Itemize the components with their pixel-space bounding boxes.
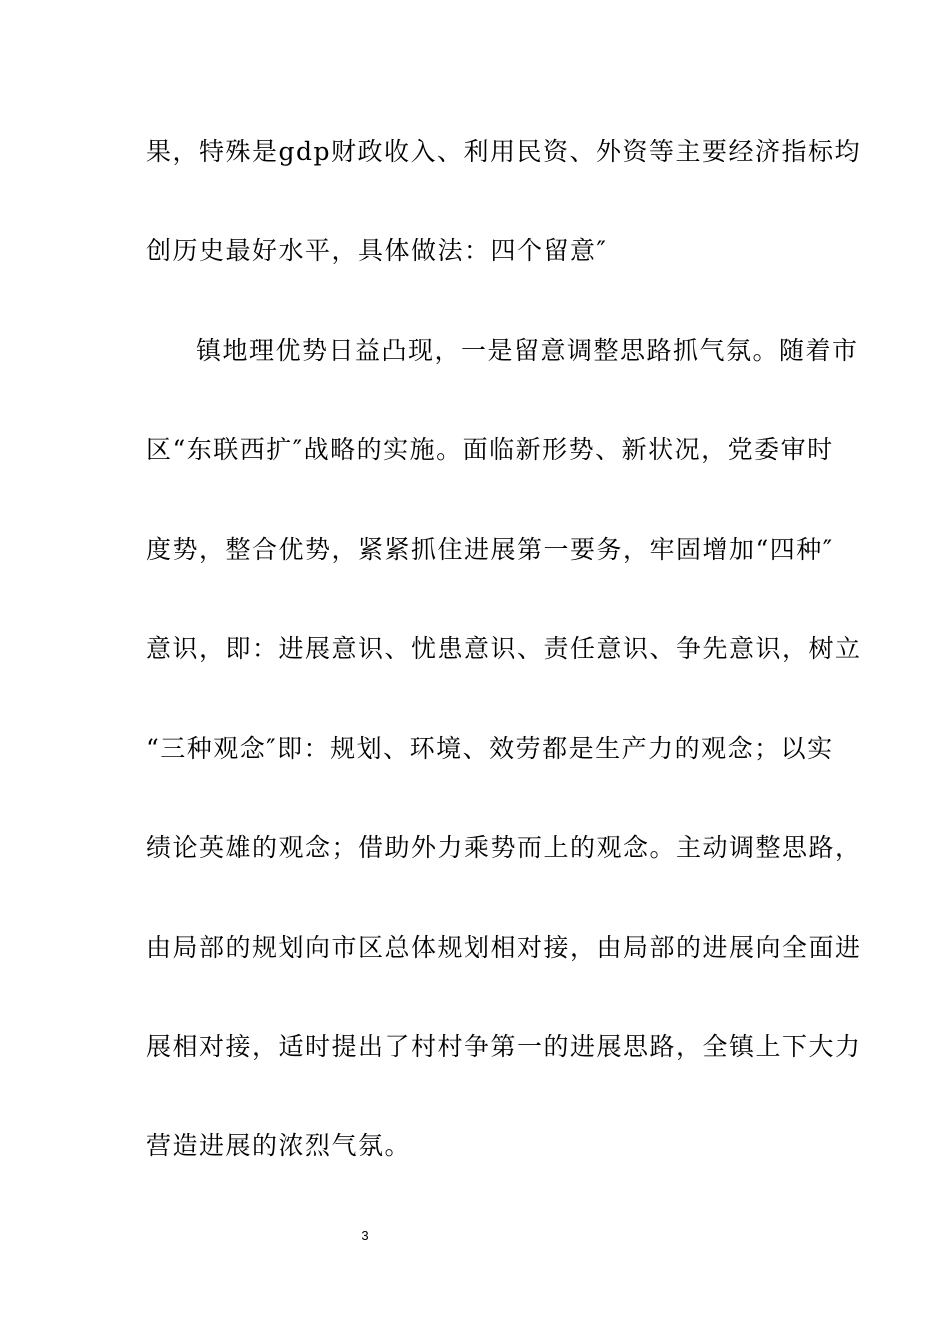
text-line-2: 创历史最好水平，具体做法：四个留意″ — [146, 236, 608, 265]
text-line-10: 展相对接，适时提出了村村争第一的进展思路，全镇上下大力 — [146, 1032, 862, 1061]
text-line-1: 果，特殊是gdp财政收入、利用民资、外资等主要经济指标均 — [146, 137, 862, 166]
text-line-5: 度势，整合优势，紧紧抓住进展第一要务，牢固增加“四种″ — [146, 535, 834, 564]
text-line-6: 意识，即：进展意识、忧患意识、责任意识、争先意识，树立 — [146, 634, 862, 663]
page-number: 3 — [361, 1228, 369, 1243]
text-line-4: 区“东联西扩″战略的实施。面临新形势、新状况，党委审时 — [146, 435, 834, 464]
text-line-9: 由局部的规划向市区总体规划相对接，由局部的进展向全面进 — [146, 933, 862, 962]
text-line-3: 镇地理优势日益凸现，一是留意调整思路抓气氛。随着市 — [196, 336, 859, 365]
text-line-7: “三种观念″即：规划、环境、效劳都是生产力的观念；以实 — [146, 734, 834, 763]
text-line-8: 绩论英雄的观念；借助外力乘势而上的观念。主动调整思路， — [146, 833, 862, 862]
text-line-11: 营造进展的浓烈气氛。 — [146, 1131, 412, 1160]
